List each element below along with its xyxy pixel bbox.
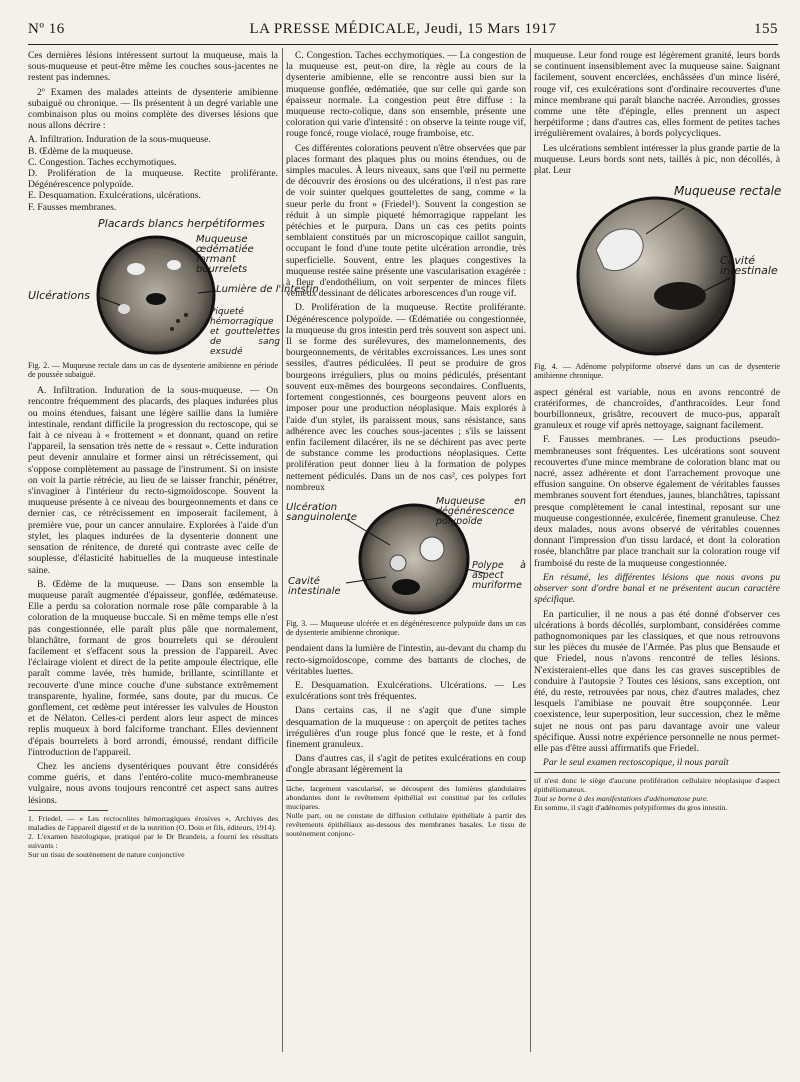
- paragraph: Dans d'autres cas, il s'agit de petites exulcérations en coup d'ongle abrasant légèrement la: [286, 753, 526, 776]
- figure-label: Muqueuse œdématiée formant bourrelets: [196, 233, 254, 275]
- footnote: 1. Friedel. — « Les rectocolites hémorragiques érosives », Archives des maladies de l'appareil digestif et de la nutrition (O. Doin et fils, éditeurs, 1914).: [28, 813, 278, 832]
- figure-label: Ulcération sanguinolente: [286, 501, 357, 523]
- paragraph: En résumé, les différentes lésions que nous avons pu observer sont d'ordre banal et ne présentent aucun caractère spécifique.: [534, 571, 780, 606]
- list-item: E. Desquamation. Exulcérations, ulcérations.: [28, 190, 201, 202]
- paragraph: Dans certains cas, il ne s'agit que d'une simple desquamation de la muqueuse : on aperçoit de petites taches irrégulières d'un rouge plus foncé que le reste, et à fond finement granuleux.: [286, 705, 526, 750]
- figure-4: [534, 180, 780, 358]
- column-2: [286, 50, 526, 838]
- figure-label: Placards blancs herpétiformes: [98, 216, 265, 230]
- paragraph: Les ulcérations semblent intéresser la plus grande partie de la muqueuse. Leurs bords sont nets, taillés à pic, non décollés, à plat. Leur: [534, 142, 780, 177]
- lesion-list: [28, 134, 278, 212]
- paragraph: A. Infiltration. Induration de la sous-muqueuse. — On rencontre fréquemment des placards, des plaques indurées plus ou moins étendues, faisant une légère saillie dans la lumière intestinale, rendant difficile la progression du rectoscope, qui se fait à ce niveau à « frottement » et donnant, quand on retire l'appareil, la sensation très nette de « ressaut ». Cette induration peut devenir annulaire et former ainsi un rétrécissement, qui s'oppose complètement au passage de l'instrument. Si on insiste on voit la partie rétrécie, au lieu de se laisser franchir, pénétrer, s'invaginer à l'intérieur du recto-sigmoïdoscope. Souvent la muqueuse présente à ce niveau des bourgeonnements et dans ce dernier cas, ce rétrécissement en imposerait facilement, à première vue, pour un cancer annulaire. Explorées à l'aide d'un stylet, les plaques indurées de la dysenterie donnent une sensation de rénitence, de dureté qui contraste avec celle de souplesse, d'élasticité habituelles de la muqueuse intestinale saine.: [28, 385, 278, 576]
- paragraph: Par le seul examen rectoscopique, il nous paraît: [543, 757, 729, 769]
- paragraph: 2º Examen des malades atteints de dysenterie amibienne subaiguë ou chronique. — Ils présentent à un degré variable une combinaison plus ou moins complète des diverses lésions que nous allons décrire :: [28, 86, 278, 132]
- footnote-rule: [534, 772, 780, 773]
- footnote-rule: [286, 780, 526, 781]
- list-item: D. Prolifération de la muqueuse. Rectite proliférante. Dégénérescence polypoïde.: [28, 168, 278, 191]
- footnote-rule: [28, 810, 108, 811]
- paragraph: aspect général est variable, nous en avons rencontré de cratériformes, de chancroïdes, d'anthracoïdes. Leur fond bourbillonneux, grisâtre, recouvert de muco-pus, apparaît granuleux et rouge vif après nettoyage, saignant facilement.: [534, 386, 780, 432]
- paragraph: pendaient dans la lumière de l'intestin, au-devant du champ du recto-sigmoïdoscope, comme des battants de cloches, de véritables luettes.: [286, 643, 526, 677]
- paragraph: Chez les anciens dysentériques pouvant être considérés comme guéris, et dans l'entéro-colite muco-membraneuse vulgaire, nous avons toujours rencontré cet aspect sans autres lésions.: [28, 760, 278, 806]
- masthead-title: LA PRESSE MÉDICALE, Jeudi, 15 Mars 1917: [249, 21, 557, 37]
- figure-4-caption: Fig. 4. — Adénome polypiforme observé dans un cas de dysenterie amibienne chronique.: [534, 362, 780, 381]
- footnote: 2. L'examen histologique, pratiqué par le Dr Brandeis, a fourni les résultats suivants :: [28, 831, 278, 850]
- footnote: Tout se borne à des manifestations d'adénomatose pure.: [534, 794, 709, 804]
- figure-label: Cavité intestinale: [288, 575, 341, 597]
- paragraph: E. Desquamation. Exulcérations. Ulcérations. — Les exulcérations sont très fréquentes.: [286, 679, 526, 703]
- footnote: lâche, largement vascularisé, se découpent des lumières glandulaires abondantes dont le revêtement épithélial est constitué par les cellules mucipares.: [286, 783, 526, 811]
- paragraph: D. Prolifération de la muqueuse. Rectite proliférante. Dégénérescence polypoïde. — Œdématiée ou congestionnée, la muqueuse du gros intestin perd très souvent son aspect uni. Il se forme des surélevures, des mamelonnements, des bourgeonnements, de véritables excroissances. Les unes sont sessiles, d'autres pédiculées. Il peut se produire de gros bourgeons irréguliers, plus ou moins pédiculés, présentant souvent eux-mêmes des bourgeons secondaires. Confluents, fortement congestionnés, ces bourgeons peuvent alors en imposer pour une production néoplasique. Mais explorés à l'aide d'un stylet, ils paraissent mous, sans résistance, sans adhérence avec les couches sous-jacentes ; s'ils se laissent enfin facilement dilacérer, ils ne se déchirent pas avec perte de substance comme les productions néoplasiques. Cette prolifération peut donner lieu à la formation de polypes nettement pédiculés. Dans un de nos cas², ces polypes fort nombreux: [286, 302, 526, 493]
- figure-label: Cavité intestinale: [720, 254, 778, 278]
- figure-label: Piqueté hémorragique et gouttelettes de sang exsudé: [210, 306, 280, 357]
- figure-2: [28, 216, 319, 357]
- column-divider: [530, 48, 531, 1052]
- figure-3: [286, 497, 526, 615]
- page-header: [28, 18, 778, 45]
- figure-3-caption: Fig. 3. — Muqueuse ulcérée et en dégénérescence polypoïde dans un cas de dysenterie amibienne chronique.: [286, 618, 526, 638]
- paragraph: Ces dernières lésions intéressent surtout la muqueuse, mais la sous-muqueuse et peut-être même les couches sous-jacentes ne restent pas indemnes.: [28, 50, 278, 84]
- footnote: Sur un tissu de soutènement de nature conjonctive: [28, 849, 185, 859]
- footnote: Nulle part, on ne constate de diffusion cellulaire épithéliale à partir des revêtements épithéliaux au-dessous des membranes basales. Le tissu de soutènement conjonc-: [286, 810, 526, 838]
- paragraph: En particulier, il ne nous a pas été donné d'observer ces ulcérations à bords décollés, surplombant, considérées comme pathognomoniques par les classiques, et que nous retrouvons sur les pièces du musée de l'Armée. Pas plus que Bensaude et que Friedel, nous n'avons rencontré de telles lésions. N'existeraient-elles que dans les cas graves susceptibles de conduire à l'autopsie ? Toutes ces lésions, sans exception, ont été, du reste, retrouvées par nous, chez d'autres malades, chez lesquels l'amibiase ne pouvait être soupçonnée. Leur coexistence, leur superposition, leur succession, chez le même sujet ne nous ont pas paru davantage avoir une valeur spécifique. Aussi notre expérience personnelle ne nous permet-elle pas d'être aussi affirmatifs que Friedel.: [534, 608, 780, 754]
- column-3: [534, 50, 780, 812]
- list-item: B. Œdème de la muqueuse.: [28, 145, 133, 157]
- column-divider: [282, 48, 283, 1052]
- figure-label: Polype à aspect muriforme: [472, 559, 526, 591]
- paragraph: C. Congestion. Taches ecchymotiques. — La congestion de la muqueuse est, peut-on dire, la règle au cours de la dysenterie amibienne, elle se rencontre aussi bien sur la muqueuse gonflée, œdématiée, que sur celle qui garde son épaisseur normale. La congestion peut être diffuse : la muqueuse recto-colique, dans son ensemble, présente une coloration qui varie d'intensité : on observe la teinte rouge vif, rouge foncé, rouge violacé, rouge framboise, etc.: [286, 50, 526, 140]
- figure-2-caption: Fig. 2. — Muqueuse rectale dans un cas de dysenterie amibienne en période de poussée subaiguë.: [28, 360, 278, 380]
- page-number: 155: [754, 21, 778, 37]
- paragraph: B. Œdème de la muqueuse. — Dans son ensemble la muqueuse paraît augmentée d'épaisseur, gonflée, œdémateuse. Elle a perdu sa coloration normale rose pâle comparable à la coloration de la muqueuse buccale. Si en même temps elle n'est pas congestionnée, elle paraît plus pâle que normalement, blanchâtre, formant de gros bourrelets qui se déroulent facilement et s'effacent sous la pression de l'appareil. Avec l'éclairage violent et direct de la petite ampoule électrique, elle paraît comme lavée, très humide, brillante, scintillante et recouverte d'une mince couche d'une substance extrêmement transparente, hyaline, formée, sans doute, par du mucus. Ce gonflement, cet œdème peut intéresser les valvules de Houston et de Nélaton. Celles-ci perdent alors leur aspect de minces replis muqueux à bord falciforme tranchant. Elles deviennent d'épais bourrelets à bord arrondi, émoussé, rendant difficile l'introduction de l'appareil.: [28, 578, 278, 758]
- footnote: tif n'est donc le siège d'aucune prolifération cellulaire néoplasique d'aspect épithéliomateux.: [534, 776, 780, 795]
- list-item: A. Infiltration. Induration de la sous-muqueuse.: [28, 134, 211, 146]
- paragraph: muqueuse. Leur fond rouge est légèrement granité, leurs bords se continuent insensiblement avec la muqueuse saine. Saignant facilement, souvent encerclées, enchâssées d'un mince liséré, rouge vif, ces exulcérations sont d'ordinaire recouvertes d'une mince membrane qui paraît blanche nacrée. Arrondies, grosses comme une tête d'épingle, elles prennent un aspect herpétiforme ; dans d'autres cas, elles forment de petites taches irrégulièrement ovalaires, à bords polycycliques.: [534, 50, 780, 140]
- issue-number: Nº 16: [28, 21, 65, 37]
- figure-label: Muqueuse en dégénérescence polypoïde: [436, 495, 526, 527]
- list-item: C. Congestion. Taches ecchymotiques.: [28, 156, 177, 168]
- paragraph: Ces différentes colorations peuvent n'être observées que par places formant des plaques plus ou moins étendues, ou de simples macules. À leurs niveaux, sans que l'œil nu permette de découvrir des érosions ou des ulcérations, il n'est pas rare de voir suinter quelques gouttelettes de sang, comme « la sueur perle du front » (Friedel¹). Souvent la congestion se réduit à un simple piqueté hémorragique rappelant les pétéchies et le purpura. Dans un cas ces petits points semblaient constitués par un microscopique caillot sanguin, occupant le fond d'une toute petite ulcération arrondie, très superficielle. Souvent, entre les plaques congestives la muqueuse restée saine présente une vascularisation exagérée : à fleur d'endothélium, on voit serpenter de minces filets veineux dessinant de délicates arborescences d'un rouge vif.: [286, 142, 526, 300]
- figure-label: Muqueuse rectale: [674, 184, 782, 199]
- figure-label: Lumière de l'intestin: [216, 283, 319, 295]
- figure-label: Ulcérations: [28, 288, 90, 302]
- paragraph: F. Fausses membranes. — Les productions pseudo-membraneuses sont fréquentes. Les ulcérations sont souvent recouvertes d'une mince membrane de coloration blanc mat ou nacré, assez adhérente et dont l'arrachement provoque une effusion sanguine. On observe également de véritables fausses membranes souvent fort étendues, jaunes, blanchâtres, tapissant presque complètement le canal intestinal, reposant sur une muqueuse congestionnée, exulcérée, finement granuleuse. Chez deux malades, nous avons observé de véritables couennes donnant l'impression d'un tissu lardacé, et dont la coloration rosée, blanchâtre par place tranchait sur la coloration rouge vif framboisé du reste de la muqueuse congestionnée.: [534, 434, 780, 569]
- footnote: En somme, il s'agit d'adénomes polypiformes du gros intestin.: [534, 803, 728, 813]
- list-item: F. Fausses membranes.: [28, 201, 117, 213]
